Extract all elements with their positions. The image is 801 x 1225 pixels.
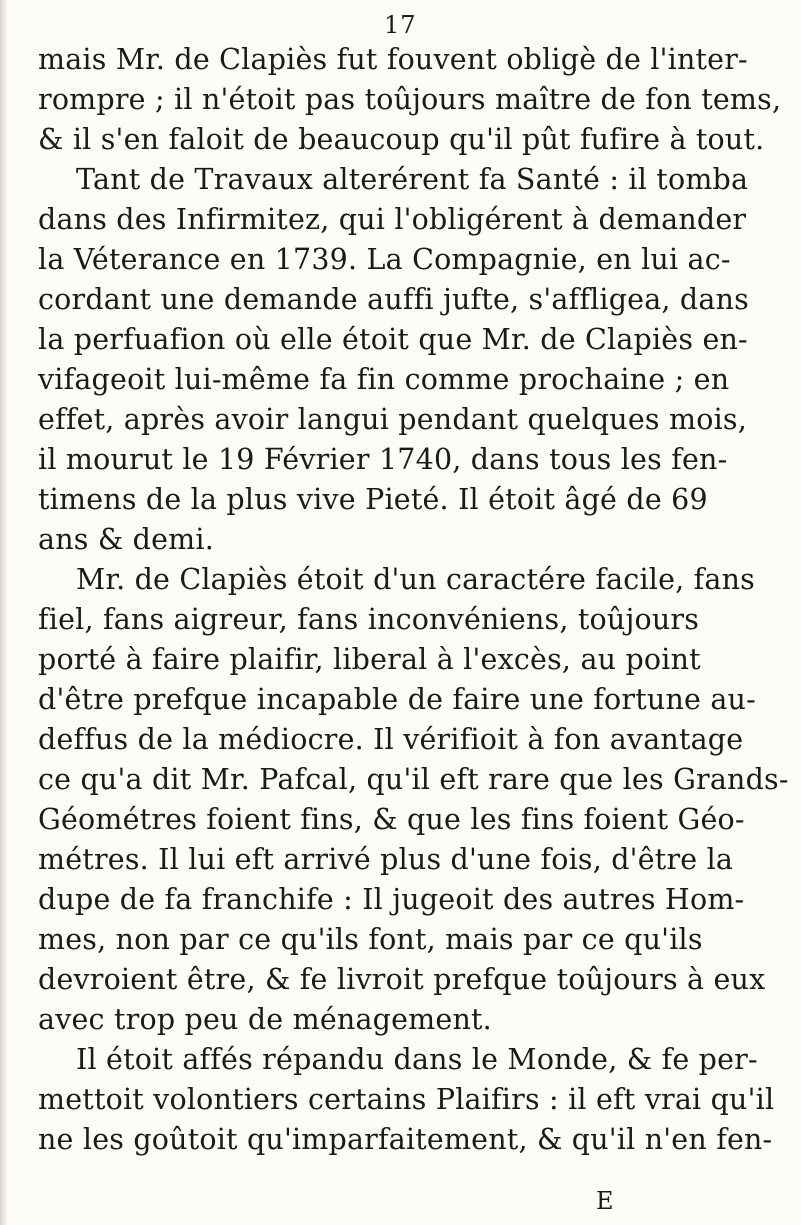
text-line: timens de la plus vive Pieté. Il étoit âgé de 69 [38, 483, 708, 516]
text-line: cordant une demande auffi jufte, s'affligea, dans [38, 283, 749, 316]
paragraph-start-line: Tant de Travaux alterérent fa Santé : il tomba [76, 163, 749, 196]
catchword: E [596, 1187, 614, 1215]
text-line: d'être prefque incapable de faire une fortune au- [38, 683, 756, 716]
paragraph-start-line: Il étoit affés répandu dans le Monde, & fe per- [76, 1043, 758, 1076]
text-line: ans & demi. [38, 523, 214, 556]
text-line: la perfuafion où elle étoit que Mr. de Clapiès en- [38, 323, 748, 356]
text-line: la Véterance en 1739. La Compagnie, en lui ac- [38, 243, 731, 276]
text-line: ce qu'a dit Mr. Pafcal, qu'il eft rare que les Grands- [38, 763, 789, 796]
text-line: devroient être, & fe livroit prefque toûjours à eux [38, 963, 766, 996]
text-line: vifageoit lui-même fa fin comme prochaine ; en [38, 363, 730, 396]
text-line: ne les goûtoit qu'imparfaitement, & qu'il n'en fen- [38, 1123, 773, 1156]
text-line: mettoit volontiers certains Plaifirs : il eft vrai qu'il [38, 1083, 775, 1116]
text-line: porté à faire plaifir, liberal à l'excès, au point [38, 643, 701, 676]
page-edge-shadow [0, 0, 8, 1225]
text-line: avec trop peu de ménagement. [38, 1003, 492, 1036]
text-line: Géométres foient fins, & que les fins foient Géo- [38, 803, 745, 836]
text-line: rompre ; il n'étoit pas toûjours maître de fon tems, [38, 83, 782, 116]
page-number: 17 [384, 11, 417, 39]
text-line: dupe de fa franchife : Il jugeoit des autres Hom- [38, 883, 745, 916]
text-line: mais Mr. de Clapiès fut fouvent obligè de l'inter- [38, 43, 748, 76]
text-line: dans des Infirmitez, qui l'obligérent à demander [38, 203, 747, 236]
text-line: effet, après avoir langui pendant quelques mois, [38, 403, 747, 436]
text-line: & il s'en faloit de beaucoup qu'il pût fufire à tout. [38, 123, 765, 156]
body-text [38, 40, 789, 1160]
text-line: il mourut le 19 Février 1740, dans tous les fen- [38, 443, 728, 476]
text-line: métres. Il lui eft arrivé plus d'une fois, d'être la [38, 843, 734, 876]
paragraph-start-line: Mr. de Clapiès étoit d'un caractére facile, fans [76, 563, 755, 596]
text-line: fiel, fans aigreur, fans inconvéniens, toûjours [38, 603, 700, 636]
text-line: mes, non par ce qu'ils font, mais par ce qu'ils [38, 923, 703, 956]
text-line: deffus de la médiocre. Il vérifioit à fon avantage [38, 723, 744, 756]
